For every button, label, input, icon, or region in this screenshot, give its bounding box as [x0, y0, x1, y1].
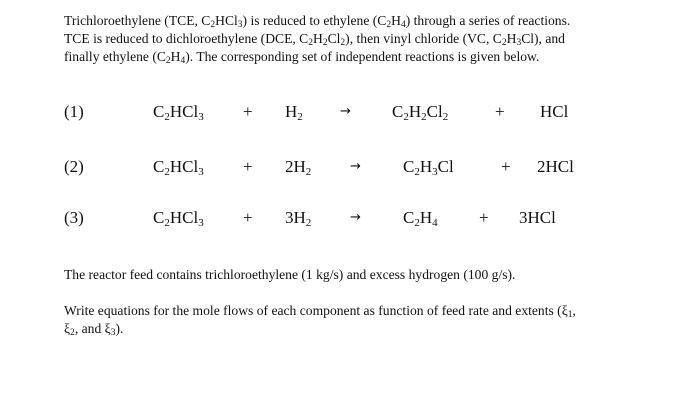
task-line-1: Write equations for the mole flows of each component as function of feed rate and extents ($\xi_1$, [64, 303, 576, 320]
plus-sign: + [501, 157, 511, 176]
product-hcl: 2HCl [537, 157, 574, 176]
reaction-number: (2) [64, 157, 84, 176]
reactant-tce: $C_2HCl_3$ [153, 157, 204, 178]
reaction-2 [0, 157, 700, 183]
intro-line-3: finally ethylene $(C_2H_4)$. The corresponding set of independent reactions is given below. [64, 49, 540, 66]
reaction-number: (1) [64, 102, 84, 121]
plus-sign: + [243, 102, 253, 121]
reaction-arrow: → [350, 210, 361, 225]
plus-sign: + [243, 208, 253, 227]
intro-line-1: Trichloroethylene (TCE, $C_2HCl_3$) is reduced to ethylene $(C_2H_4)$ through a series of reactions. [64, 13, 571, 30]
plus-sign: + [243, 157, 253, 176]
plus-sign: + [479, 208, 489, 227]
product-hcl: 3HCl [519, 208, 556, 227]
intro-paragraph [64, 12, 664, 66]
task-line-2: $\xi_2$, and $\xi_3$). [64, 321, 124, 338]
reactant-tce: $C_2HCl_3$ [153, 208, 204, 229]
reaction-arrow: → [350, 159, 361, 174]
intro-line-2: TCE is reduced to dichloroethylene (DCE, $C_2H_2Cl_2$), then vinyl chloride (VC, $C_2H_3Cl$), and [64, 31, 565, 48]
reactant-tce: $C_2HCl_3$ [153, 102, 204, 123]
reaction-1 [0, 102, 700, 128]
product-hcl: HCl [540, 102, 569, 121]
plus-sign: + [495, 102, 505, 121]
product-vc: $C_2H_3Cl$ [403, 157, 454, 178]
reactant-hydrogen: $3H_2$ [285, 208, 312, 229]
reactant-hydrogen: $H_2$ [285, 102, 303, 123]
task-paragraph [64, 302, 654, 338]
feed-paragraph: The reactor feed contains trichloroethylene (1 kg/s) and excess hydrogen (100 g/s). [64, 267, 516, 282]
product-ethylene: $C_2H_4$ [403, 208, 438, 229]
reactant-hydrogen: $2H_2$ [285, 157, 312, 178]
reaction-arrow: → [340, 104, 351, 119]
reaction-3 [0, 208, 700, 234]
reaction-number: (3) [64, 208, 84, 227]
product-dce: $C_2H_2Cl_2$ [392, 102, 449, 123]
